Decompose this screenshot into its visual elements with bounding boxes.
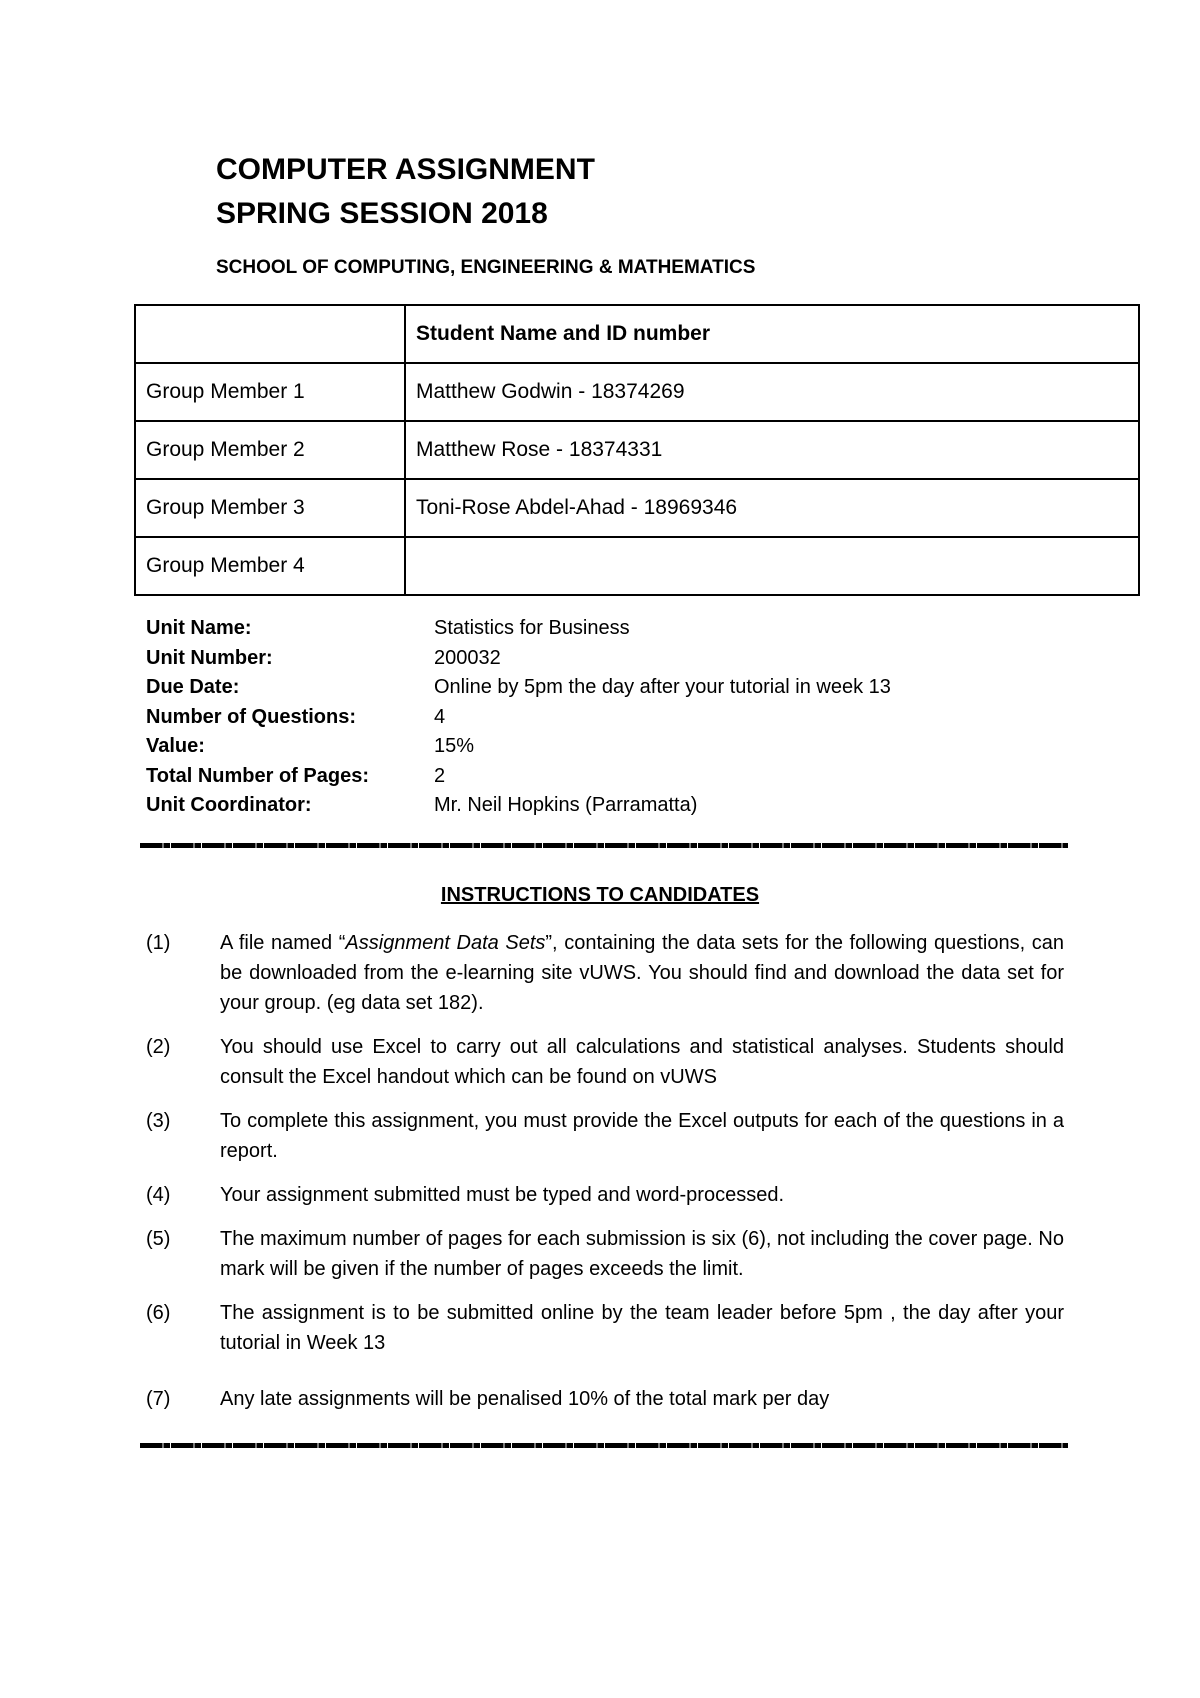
member-label: Group Member 4 [135,537,405,595]
divider-top [140,843,1068,848]
instructions-list [146,928,1064,1414]
table-row [135,421,1139,479]
item-number: (3) [146,1110,171,1132]
item-text-post: ”, containing the data sets for the following questions, can be downloaded from the e-learning site vUWS. You should find and download the data set for your group. (eg data set 182). [220,932,1064,1014]
member-value: Matthew Rose - 18374331 [405,421,1139,479]
item-number: (5) [146,1228,171,1250]
list-item [146,1224,1064,1284]
list-item [146,1384,1064,1414]
table-row [135,363,1139,421]
unit-info-row [146,673,891,703]
unit-info-row [146,762,891,792]
member-label: Group Member 3 [135,479,405,537]
unit-info-key: Unit Name: [146,617,252,639]
table-row [135,537,1139,595]
list-item [146,1180,1064,1210]
unit-info-row [146,703,891,733]
item-number: (4) [146,1184,171,1206]
item-number: (1) [146,932,171,954]
instructions-heading: INSTRUCTIONS TO CANDIDATES [440,884,760,906]
unit-info-key: Due Date: [146,676,240,698]
unit-info-row [146,732,891,762]
title-line-1: COMPUTER ASSIGNMENT [216,153,595,186]
unit-info-row [146,791,891,821]
unit-info-key: Value: [146,735,205,757]
item-number: (7) [146,1388,171,1410]
unit-info-value: Online by 5pm the day after your tutorial in week 13 [434,676,891,698]
unit-info-row [146,614,891,644]
table-column-header: Student Name and ID number [405,305,1139,363]
member-value [405,537,1139,595]
list-item [146,928,1064,1018]
item-number: (6) [146,1302,171,1324]
item-text: Your assignment submitted must be typed and word-processed. [220,1184,785,1206]
divider-bottom [140,1443,1068,1448]
item-text: The maximum number of pages for each submission is six (6), not including the cover page. No mark will be given if the number of pages exceeds the limit. [220,1228,1064,1280]
unit-info-value: 15% [434,735,475,757]
group-members-table [134,304,1140,596]
list-item [146,1298,1064,1358]
item-text-pre: A file named “ [220,932,346,954]
table-header-row [135,305,1139,363]
unit-info-key: Unit Number: [146,646,273,669]
member-value: Matthew Godwin - 18374269 [405,363,1139,421]
table-header-empty-cell [135,305,405,363]
member-label: Group Member 1 [135,363,405,421]
unit-info-key: Total Number of Pages: [146,764,369,787]
item-number: (2) [146,1036,171,1058]
unit-info-key: Number of Questions: [146,705,357,728]
unit-info-value: 2 [434,764,446,787]
unit-info [146,614,891,821]
member-value: Toni-Rose Abdel-Ahad - 18969346 [405,479,1139,537]
member-label: Group Member 2 [135,421,405,479]
unit-info-value: 4 [434,705,446,728]
title-line-2: SPRING SESSION 2018 [216,197,548,230]
item-text: Any late assignments will be penalised 10% of the total mark per day [220,1388,830,1410]
school-name: SCHOOL OF COMPUTING, ENGINEERING & MATHEMATICS [216,257,756,278]
item-text-italic: Assignment Data Sets [345,932,546,954]
list-item [146,1106,1064,1166]
unit-info-value: 200032 [434,646,501,669]
unit-info-row [146,644,891,674]
item-text: The assignment is to be submitted online by the team leader before 5pm , the day after your tutorial in Week 13 [220,1302,1064,1354]
unit-info-key: Unit Coordinator: [146,794,312,816]
item-text [220,928,1064,1018]
item-text: To complete this assignment, you must provide the Excel outputs for each of the questions in a report. [220,1110,1064,1162]
list-item [146,1032,1064,1092]
unit-info-value: Mr. Neil Hopkins (Parramatta) [434,794,698,816]
unit-info-value: Statistics for Business [434,617,630,639]
table-row [135,479,1139,537]
item-text: You should use Excel to carry out all calculations and statistical analyses. Students should consult the Excel handout which can be found on vUWS [220,1036,1064,1088]
